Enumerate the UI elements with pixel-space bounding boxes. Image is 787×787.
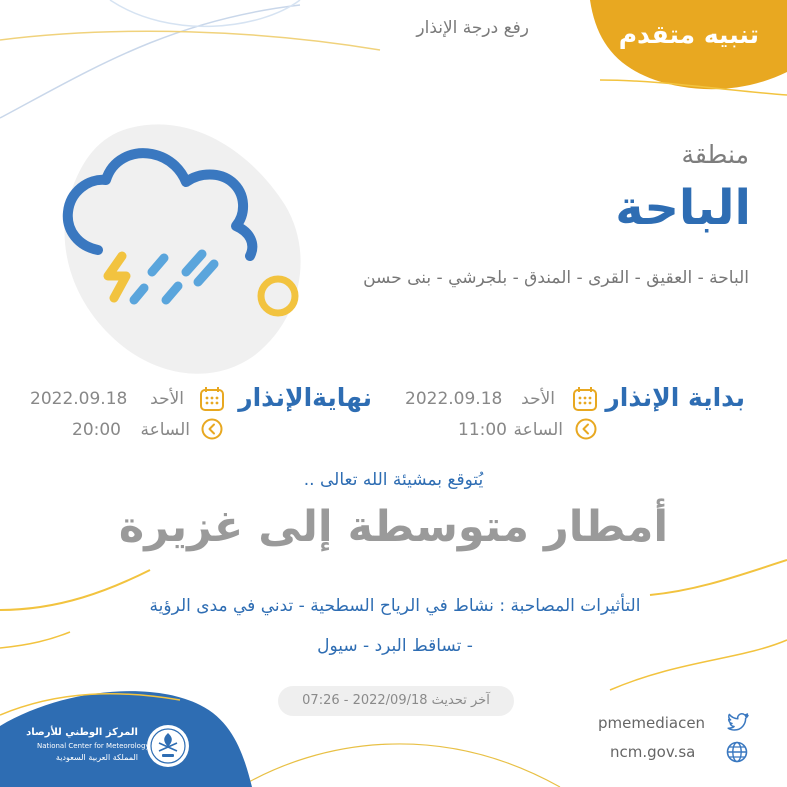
forecast-intro: يُتوقع بمشيئة الله تعالى .. bbox=[303, 470, 484, 490]
twitter-icon[interactable] bbox=[726, 712, 750, 732]
alert-start-date: 2022.09.18 bbox=[405, 389, 503, 409]
twitter-handle[interactable]: pmemediacen bbox=[598, 714, 706, 732]
last-update-badge: آخر تحديث 2022/09/18 - 07:26 bbox=[278, 686, 514, 716]
forecast-effects bbox=[80, 586, 710, 666]
forecast-headline: أمطار متوسطة إلى غزيرة bbox=[118, 502, 669, 552]
advanced-alert-badge: تنبيه متقدم bbox=[618, 20, 759, 49]
region-name: الباحة bbox=[615, 180, 751, 236]
calendar-icon bbox=[199, 386, 225, 412]
alert-start-title: بداية الإنذار bbox=[605, 383, 745, 412]
alert-start-time: 11:00 bbox=[458, 420, 507, 440]
rain-thunder-icon bbox=[60, 148, 305, 328]
alert-end-day: الأحد bbox=[150, 389, 184, 409]
effects-line-1: التأثيرات المصاحبة : نشاط في الرياح السطحية - تدني في مدى الرؤية bbox=[149, 596, 641, 616]
chevron-left-icon bbox=[201, 418, 223, 440]
alert-end-time-label: الساعة bbox=[140, 420, 190, 440]
globe-icon[interactable] bbox=[726, 741, 748, 763]
alert-end-title: نهايةالإنذار bbox=[238, 383, 372, 412]
alert-end-date: 2022.09.18 bbox=[30, 389, 128, 409]
affected-areas: الباحة - العقيق - القرى - المندق - بلجرشي - بنى حسن bbox=[363, 268, 749, 288]
effects-line-2: - تساقط البرد - سيول bbox=[317, 636, 473, 656]
org-name-ar: المركز الوطني للأرصاد bbox=[26, 727, 138, 738]
region-label: منطقة bbox=[681, 140, 749, 169]
website-link[interactable]: ncm.gov.sa bbox=[610, 743, 696, 761]
alert-status-label: رفع درجة الإنذار bbox=[416, 18, 529, 38]
org-country-ar: المملكة العربية السعودية bbox=[55, 753, 138, 762]
chevron-left-icon bbox=[575, 418, 597, 440]
org-name-en: National Center for Meteorology bbox=[37, 742, 150, 750]
alert-end-time: 20:00 bbox=[72, 420, 121, 440]
alert-start-day: الأحد bbox=[521, 389, 555, 409]
calendar-icon bbox=[572, 386, 598, 412]
alert-start-time-label: الساعة bbox=[513, 420, 563, 440]
ncm-logo bbox=[145, 723, 191, 769]
